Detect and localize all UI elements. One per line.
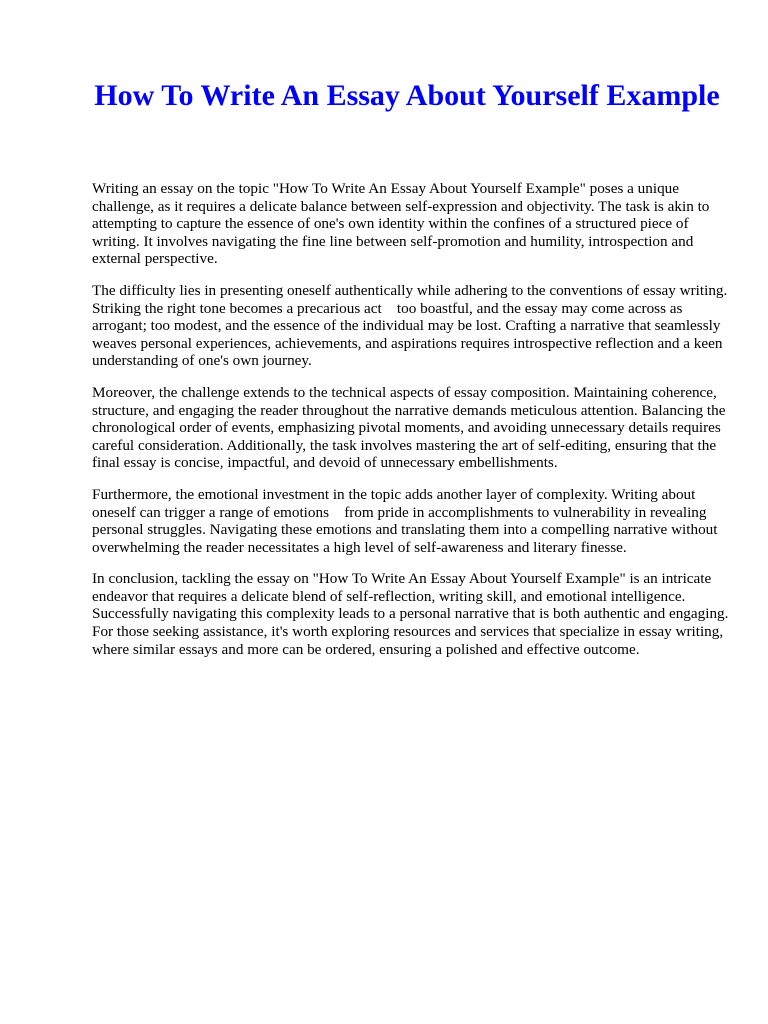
document-body bbox=[92, 180, 732, 672]
paragraph-1: Writing an essay on the topic "How To Write An Essay About Yourself Example" poses a unique challenge, as it requires a delicate balance between self-expression and objectivity. The task is akin to attempting to capture the essence of one's own identity within the confines of a structured piece of writing. It involves navigating the fine line between self-promotion and humility, introspection and external perspective. bbox=[92, 180, 714, 268]
paragraph-3: Moreover, the challenge extends to the technical aspects of essay composition. Maintaining coherence, structure, and engaging the reader throughout the narrative demands meticulous attention. Balancing the chronological order of events, emphasizing pivotal moments, and avoiding unnecessary details requires careful consideration. Additionally, the task involves mastering the art of self-editing, ensuring that the final essay is concise, impactful, and devoid of unnecessary embellishments. bbox=[92, 383, 730, 472]
paragraph-2: The difficulty lies in presenting oneself authentically while adhering to the conventions of essay writing. Striking the right tone becomes a precarious act too boastful, and the essay may come across as arrogant; too modest, and the essence of the individual may be lost. Crafting a narrative that seamlessly weaves personal experiences, achievements, and aspirations requires introspective reflection and a keen understanding of one's own journey. bbox=[92, 281, 732, 370]
paragraph-4: Furthermore, the emotional investment in the topic adds another layer of complexity. Writing about oneself can trigger a range of emotions from pride in accomplishments to vulnerability in revealing personal struggles. Navigating these emotions and translating them into a compelling narrative without overwhelming the reader necessitates a high level of self-awareness and literary finesse. bbox=[92, 485, 722, 556]
document-title: How To Write An Essay About Yourself Example bbox=[94, 79, 720, 112]
paragraph-5: In conclusion, tackling the essay on "How To Write An Essay About Yourself Example" is an intricate endeavor that requires a delicate blend of self-reflection, writing skill, and emotional intelligence. Successfully navigating this complexity leads to a personal narrative that is both authentic and engaging. For those seeking assistance, it's worth exploring resources and services that specialize in essay writing, where similar essays and more can be ordered, ensuring a polished and effective outcome. bbox=[92, 570, 733, 658]
